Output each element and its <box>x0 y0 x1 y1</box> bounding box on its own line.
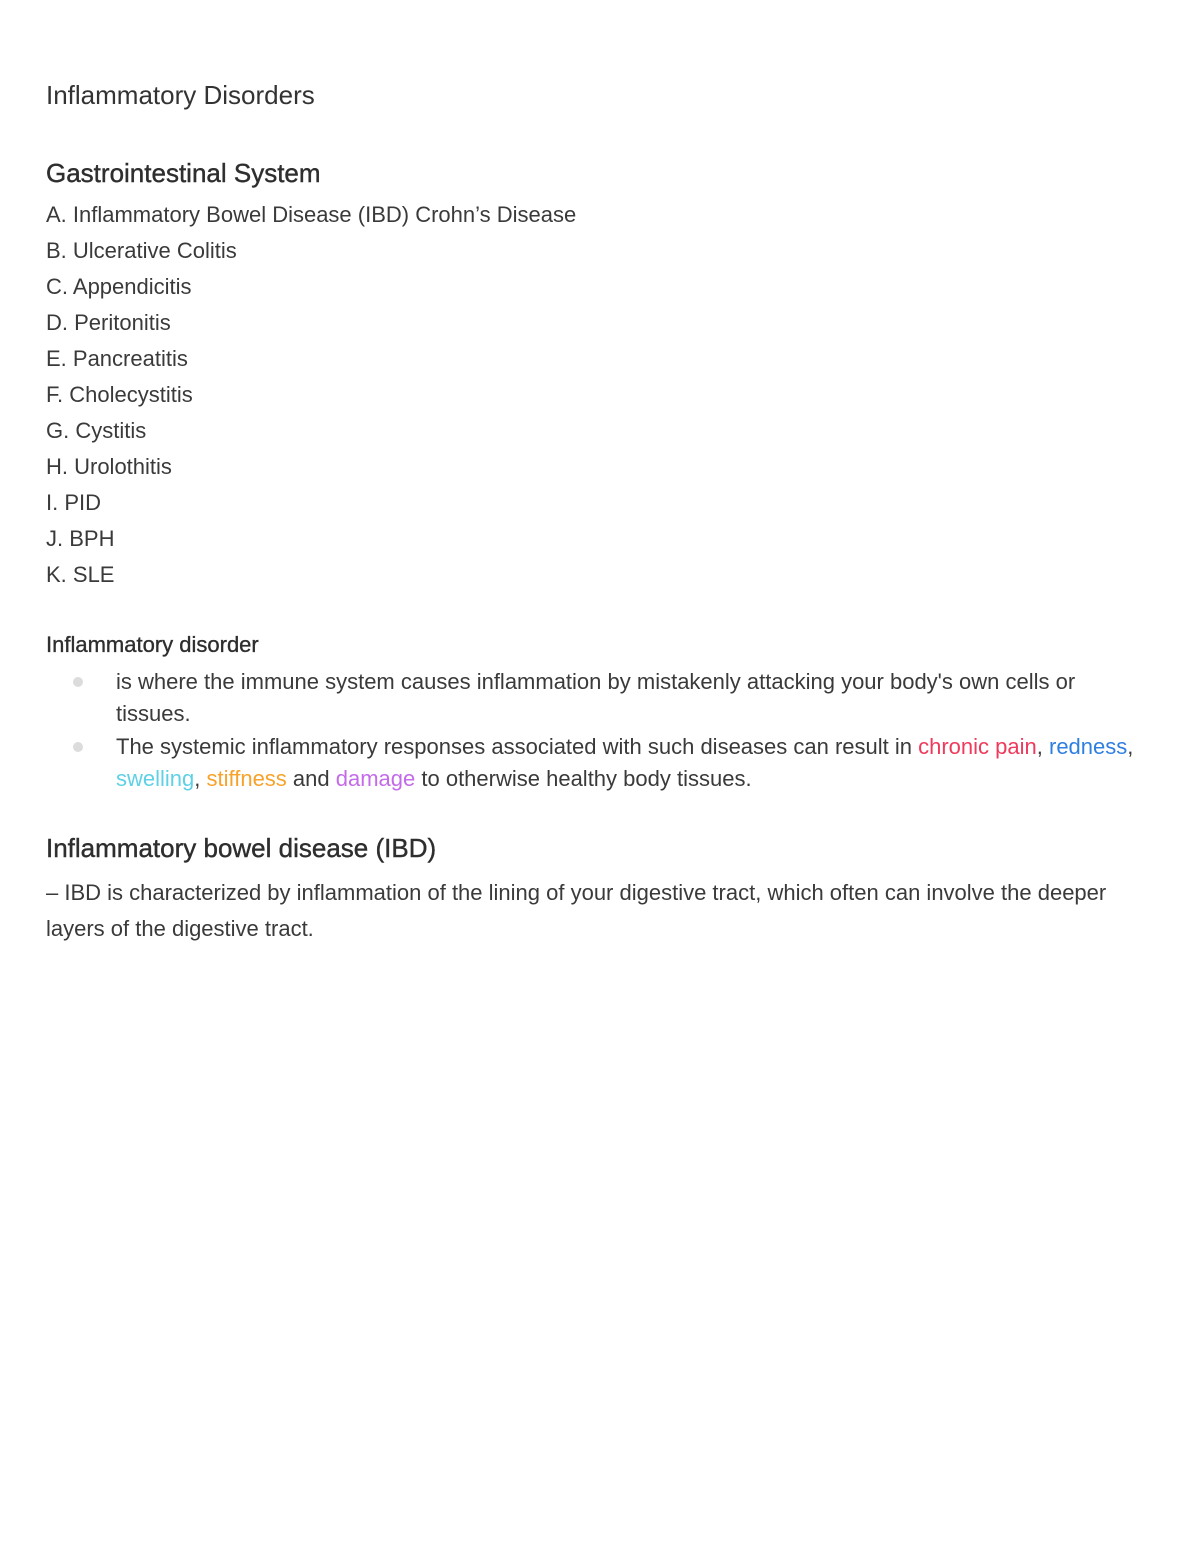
document-title: Inflammatory Disorders <box>46 80 315 110</box>
list-item: J. BPH <box>46 526 115 551</box>
highlight-chronic-pain: chronic pain <box>918 734 1037 759</box>
separator-text: , <box>194 766 207 791</box>
highlight-damage: damage <box>335 766 416 791</box>
connector-text: and <box>286 766 336 791</box>
list-item: K. SLE <box>46 562 115 587</box>
ibd-description: – IBD is characterized by inflammation of the lining of your digestive tract, which often can involve the deeper layers of the digestive tract. <box>46 880 1107 941</box>
list-item: C. Appendicitis <box>46 274 192 299</box>
list-item: A. Inflammatory Bowel Disease (IBD) Crohn’s Disease <box>46 202 577 227</box>
list-item: G. Cystitis <box>46 418 147 443</box>
bullet-dot-icon <box>73 742 83 752</box>
separator-text: , <box>1036 734 1049 759</box>
list-item: B. Ulcerative Colitis <box>46 238 237 263</box>
inflammatory-disorder-heading: Inflammatory disorder <box>46 632 259 657</box>
separator-text: , <box>1127 734 1134 759</box>
list-item: I. PID <box>46 490 102 515</box>
definition-bullets <box>46 666 1146 795</box>
bullet-item <box>46 731 1146 795</box>
ibd-heading: Inflammatory bowel disease (IBD) <box>46 833 437 863</box>
highlight-redness: redness <box>1049 734 1128 759</box>
list-item: H. Urolothitis <box>46 454 172 479</box>
bullet-tail-text: to otherwise healthy body tissues. <box>415 766 752 791</box>
bullet-lead-text: The systemic inflammatory responses associated with such diseases can result in <box>116 734 919 759</box>
bullet-item <box>46 666 1146 730</box>
gastrointestinal-list <box>46 197 576 593</box>
highlight-stiffness: stiffness <box>206 766 287 791</box>
gastrointestinal-heading: Gastrointestinal System <box>46 158 321 188</box>
list-item: E. Pancreatitis <box>46 346 188 371</box>
list-item: F. Cholecystitis <box>46 382 193 407</box>
bullet-dot-icon <box>73 677 83 687</box>
list-item: D. Peritonitis <box>46 310 171 335</box>
highlight-swelling: swelling <box>116 766 195 791</box>
bullet-text: is where the immune system causes inflammation by mistakenly attacking your body's own cells or tissues. <box>116 669 1076 726</box>
